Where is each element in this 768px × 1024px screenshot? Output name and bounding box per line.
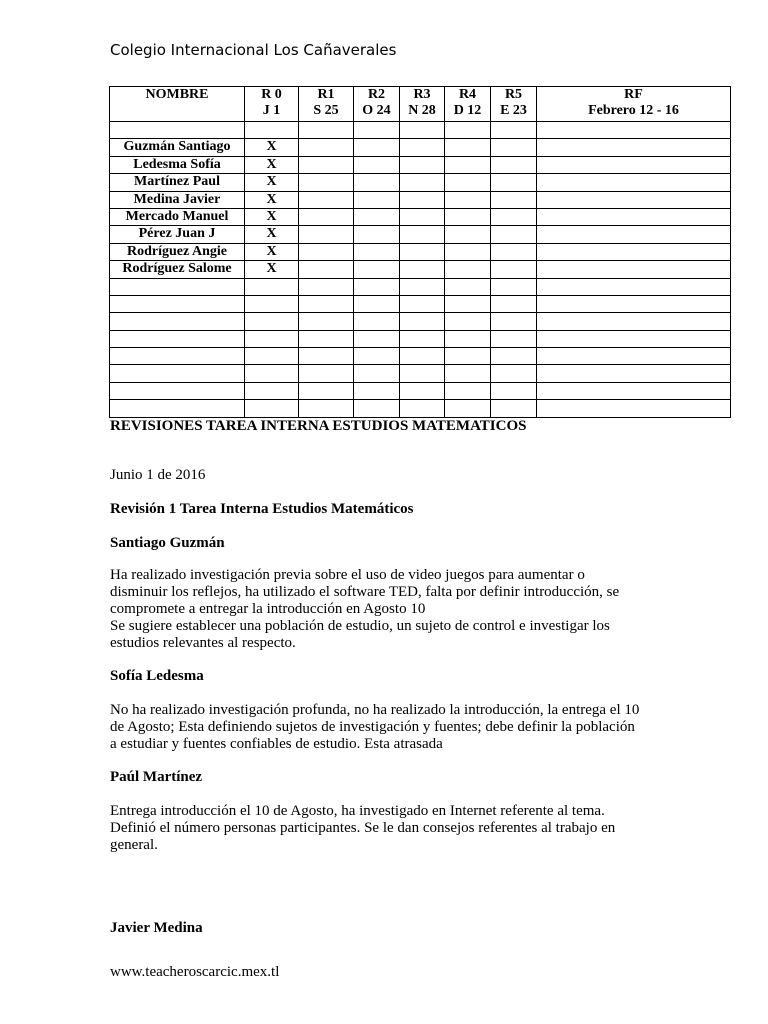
- student-name: Santiago Guzmán: [110, 535, 225, 551]
- table-row: [110, 191, 731, 208]
- review-cell: [245, 295, 299, 312]
- review-cell: [491, 191, 537, 208]
- review-cell: [491, 365, 537, 382]
- review-cell: X: [245, 226, 299, 243]
- review-cell: [299, 313, 354, 330]
- table-row: [110, 174, 731, 191]
- table-body: [110, 122, 731, 418]
- review-cell: [445, 122, 491, 139]
- review-cell: [299, 156, 354, 173]
- review-cell: [491, 122, 537, 139]
- review-cell: [354, 400, 400, 417]
- review-cell: [245, 122, 299, 139]
- review-cell: [445, 278, 491, 295]
- table-row: [110, 365, 731, 382]
- review-cell: X: [245, 261, 299, 278]
- table-header-row: [110, 87, 731, 122]
- review-cell: [491, 226, 537, 243]
- review-cell: [445, 191, 491, 208]
- review-cell: [491, 348, 537, 365]
- section-title: REVISIONES TAREA INTERNA ESTUDIOS MATEMATICOS: [110, 418, 527, 434]
- table-row: [110, 243, 731, 260]
- column-header-r1: R1 S 25: [299, 87, 354, 122]
- student-name-cell: [110, 400, 245, 417]
- review-cell: [491, 382, 537, 399]
- table-row: [110, 295, 731, 312]
- review-cell: [537, 174, 731, 191]
- review-cell: [245, 313, 299, 330]
- review-cell: [245, 330, 299, 347]
- table-row: [110, 156, 731, 173]
- column-header-r5: R5 E 23: [491, 87, 537, 122]
- review-cell: [445, 400, 491, 417]
- table-row: [110, 278, 731, 295]
- review-cell: [354, 313, 400, 330]
- review-cell: [445, 208, 491, 225]
- student-name-cell: Medina Javier: [110, 191, 245, 208]
- review-cell: [354, 348, 400, 365]
- review-cell: [245, 365, 299, 382]
- review-cell: [299, 208, 354, 225]
- student-name-cell: [110, 365, 245, 382]
- review-cell: [537, 208, 731, 225]
- review-cell: [400, 261, 445, 278]
- review-cell: [299, 330, 354, 347]
- review-cell: [400, 122, 445, 139]
- review-cell: X: [245, 174, 299, 191]
- review-cell: [299, 139, 354, 156]
- review-cell: [537, 382, 731, 399]
- review-cell: [299, 191, 354, 208]
- student-feedback: Ha realizado investigación previa sobre el uso de video juegos para aumentar o disminuir los reflejos, ha utilizado el software TED, falta por definir introducción, se compromete a entregar la introducción en Agosto 10 Se sugiere establecer una población de estudio, un sujeto de control e investigar los estudios relevantes al respecto.: [110, 567, 620, 651]
- table-row: [110, 122, 731, 139]
- review-cell: [400, 348, 445, 365]
- review-cell: [354, 295, 400, 312]
- review-cell: [491, 261, 537, 278]
- review-cell: [354, 156, 400, 173]
- review-cell: [400, 226, 445, 243]
- table-row: [110, 208, 731, 225]
- review-cell: [400, 243, 445, 260]
- review-cell: [491, 156, 537, 173]
- review-cell: [491, 278, 537, 295]
- review-cell: [537, 278, 731, 295]
- review-cell: [400, 191, 445, 208]
- review-cell: [445, 348, 491, 365]
- review-cell: [445, 365, 491, 382]
- student-name-cell: [110, 295, 245, 312]
- review-cell: [354, 330, 400, 347]
- review-cell: [299, 382, 354, 399]
- review-cell: [245, 348, 299, 365]
- review-cell: [491, 400, 537, 417]
- student-name-cell: Rodríguez Angie: [110, 243, 245, 260]
- review-cell: [491, 208, 537, 225]
- column-header-r0: R 0 J 1: [245, 87, 299, 122]
- review-cell: [299, 243, 354, 260]
- review-cell: [354, 382, 400, 399]
- review-cell: X: [245, 243, 299, 260]
- review-table: [109, 86, 731, 418]
- review-cell: [400, 365, 445, 382]
- table-row: [110, 330, 731, 347]
- review-cell: [491, 243, 537, 260]
- review-cell: [299, 174, 354, 191]
- column-header-nombre: NOMBRE: [110, 87, 245, 122]
- review-cell: [299, 261, 354, 278]
- review-cell: [445, 261, 491, 278]
- student-name-cell: Guzmán Santiago: [110, 139, 245, 156]
- review-cell: [537, 243, 731, 260]
- student-name-cell: Pérez Juan J: [110, 226, 245, 243]
- review-cell: [537, 191, 731, 208]
- student-name-cell: [110, 313, 245, 330]
- review-cell: [354, 226, 400, 243]
- review-cell: X: [245, 139, 299, 156]
- review-cell: [354, 174, 400, 191]
- column-header-r4: R4 D 12: [445, 87, 491, 122]
- review-cell: X: [245, 191, 299, 208]
- review-cell: [491, 295, 537, 312]
- student-feedback: Entrega introducción el 10 de Agosto, ha investigado en Internet referente al tema. Definió el número personas participantes. Se le dan consejos referentes al trabajo en general.: [110, 803, 616, 853]
- review-cell: [445, 226, 491, 243]
- review-cell: X: [245, 208, 299, 225]
- review-cell: X: [245, 156, 299, 173]
- document-date: Junio 1 de 2016: [110, 467, 206, 483]
- student-feedback: No ha realizado investigación profunda, no ha realizado la introducción, la entrega el 10 de Agosto; Esta definiendo sujetos de investigación y fuentes; debe definir la población a estudiar y fuentes confiables de estudio. Esta atrasada: [110, 702, 640, 752]
- revision-title: Revisión 1 Tarea Interna Estudios Matemáticos: [110, 501, 414, 517]
- student-name-cell: Martínez Paul: [110, 174, 245, 191]
- review-cell: [354, 208, 400, 225]
- review-cell: [299, 365, 354, 382]
- student-name-cell: [110, 348, 245, 365]
- review-cell: [537, 156, 731, 173]
- review-cell: [245, 400, 299, 417]
- student-name-cell: Rodríguez Salome: [110, 261, 245, 278]
- review-cell: [400, 400, 445, 417]
- column-header-rf: RF Febrero 12 - 16: [537, 87, 731, 122]
- review-cell: [354, 191, 400, 208]
- review-cell: [245, 278, 299, 295]
- school-title: Colegio Internacional Los Cañaverales: [110, 41, 397, 59]
- review-cell: [354, 139, 400, 156]
- review-cell: [491, 330, 537, 347]
- review-cell: [491, 313, 537, 330]
- review-cell: [537, 313, 731, 330]
- review-cell: [245, 382, 299, 399]
- column-header-r2: R2 O 24: [354, 87, 400, 122]
- review-cell: [299, 348, 354, 365]
- column-header-r3: R3 N 28: [400, 87, 445, 122]
- student-name-cell: [110, 278, 245, 295]
- review-cell: [445, 295, 491, 312]
- review-cell: [537, 226, 731, 243]
- review-cell: [400, 278, 445, 295]
- review-cell: [400, 174, 445, 191]
- student-name: Paúl Martínez: [110, 769, 203, 785]
- review-cell: [537, 261, 731, 278]
- review-cell: [400, 313, 445, 330]
- student-name: Javier Medina: [110, 920, 203, 936]
- review-cell: [445, 313, 491, 330]
- footer-url: www.teacheroscarcic.mex.tl: [110, 964, 280, 980]
- review-cell: [299, 226, 354, 243]
- table-row: [110, 348, 731, 365]
- table-row: [110, 382, 731, 399]
- review-cell: [491, 174, 537, 191]
- review-cell: [354, 243, 400, 260]
- review-cell: [445, 382, 491, 399]
- review-cell: [354, 278, 400, 295]
- review-cell: [400, 156, 445, 173]
- review-cell: [491, 139, 537, 156]
- review-cell: [445, 156, 491, 173]
- review-cell: [537, 400, 731, 417]
- student-name-cell: [110, 382, 245, 399]
- student-name-cell: [110, 122, 245, 139]
- review-cell: [445, 330, 491, 347]
- review-cell: [400, 208, 445, 225]
- student-name: Sofía Ledesma: [110, 668, 204, 684]
- table-row: [110, 400, 731, 417]
- review-cell: [400, 382, 445, 399]
- review-cell: [354, 122, 400, 139]
- review-cell: [299, 122, 354, 139]
- review-cell: [400, 295, 445, 312]
- student-name-cell: Ledesma Sofía: [110, 156, 245, 173]
- table-row: [110, 226, 731, 243]
- review-cell: [299, 278, 354, 295]
- student-name-cell: [110, 330, 245, 347]
- review-cell: [299, 295, 354, 312]
- student-name-cell: Mercado Manuel: [110, 208, 245, 225]
- review-cell: [537, 295, 731, 312]
- review-cell: [299, 400, 354, 417]
- review-cell: [537, 330, 731, 347]
- table-row: [110, 313, 731, 330]
- review-cell: [537, 348, 731, 365]
- review-cell: [445, 139, 491, 156]
- table-row: [110, 139, 731, 156]
- review-cell: [354, 365, 400, 382]
- review-cell: [400, 139, 445, 156]
- table-row: [110, 261, 731, 278]
- review-cell: [537, 122, 731, 139]
- review-cell: [445, 243, 491, 260]
- review-cell: [400, 330, 445, 347]
- review-cell: [354, 261, 400, 278]
- review-cell: [537, 139, 731, 156]
- review-cell: [537, 365, 731, 382]
- review-cell: [445, 174, 491, 191]
